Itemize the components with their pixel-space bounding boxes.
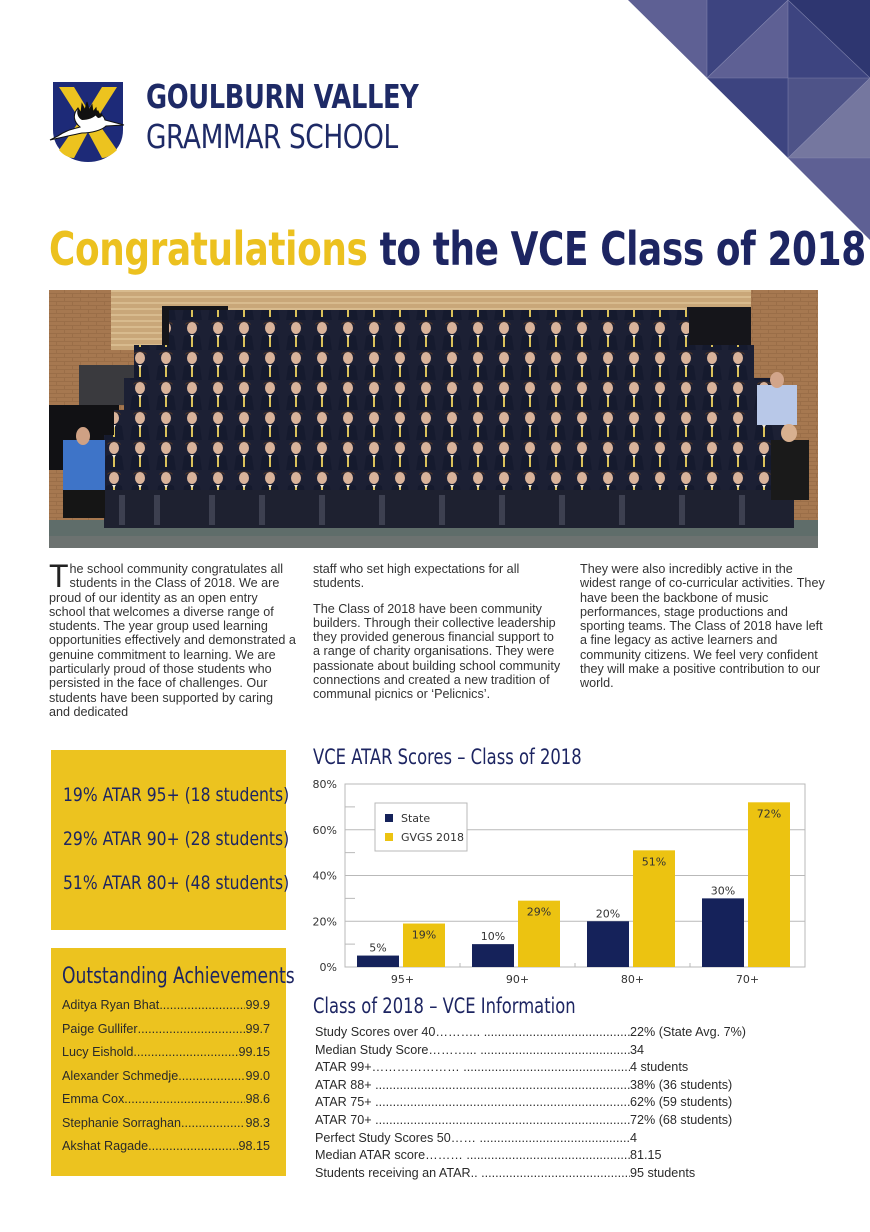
- vce-info-row: ATAR 88+ ..... 38% (36 students): [315, 1077, 765, 1095]
- school-name-line2: GRAMMAR SCHOOL: [146, 117, 398, 156]
- vce-info-row: Median Study Score………... ..... 34: [315, 1042, 765, 1060]
- vce-info-title: Class of 2018 – VCE Information: [313, 994, 576, 1018]
- school-name-line1: GOULBURN VALLEY: [146, 77, 419, 116]
- svg-text:20%: 20%: [312, 915, 337, 929]
- achievements-title: Outstanding Achievements: [62, 964, 295, 989]
- intro-column-1: [49, 558, 297, 730]
- intro-paragraph: The Class of 2018 have been community builders. Through their collective leadership they provided generous financial support to a range of charity organisations. They were passionate about building school community connections and created a new tradition of communal picnics or ‘Pelicnics’.: [313, 601, 561, 702]
- svg-text:80%: 80%: [312, 778, 337, 791]
- vce-info-row: Perfect Study Scores 50…… ..... 4: [315, 1130, 765, 1148]
- atar-summary-row: 51% ATAR 80+ (48 students): [63, 872, 290, 894]
- svg-text:20%: 20%: [595, 907, 621, 921]
- svg-text:GVGS 2018: GVGS 2018: [401, 831, 465, 844]
- headline-highlight: Congratulations: [49, 222, 368, 276]
- vce-info-row: ATAR 75+ ..... 62% (59 students): [315, 1094, 765, 1112]
- atar-summary-row: 19% ATAR 95+ (18 students): [63, 784, 290, 806]
- intro-paragraph: They were also incredibly active in the widest range of co-curricular activities. They have been the backbone of music performances, stage productions and sporting teams. The Class of 2018 have left a fine legacy as active learners and community citizens. We feel very confident they will make a positive contribution to our world.: [580, 562, 825, 691]
- svg-text:0%: 0%: [319, 961, 337, 974]
- svg-text:29%: 29%: [526, 905, 552, 919]
- svg-text:40%: 40%: [312, 869, 337, 883]
- headline-rest: to the VCE Class of 2018: [367, 222, 866, 276]
- svg-text:19%: 19%: [411, 928, 437, 942]
- svg-text:60%: 60%: [312, 823, 337, 837]
- intro-column-3: [580, 562, 830, 702]
- vce-info-list: [315, 1024, 765, 1182]
- svg-text:72%: 72%: [756, 807, 782, 821]
- intro-column-2: [313, 562, 563, 713]
- atar-bar-chart: [305, 772, 815, 992]
- svg-text:10%: 10%: [480, 930, 506, 944]
- achievement-item: Emma Cox ..... 98.6: [62, 1090, 270, 1114]
- vce-info-row: ATAR 70+ ..... 72% (68 students): [315, 1112, 765, 1130]
- achievement-item: Alexander Schmedje ..... 99.0: [62, 1067, 270, 1091]
- vce-info-row: Study Scores over 40……….. ..... 22% (State Avg. 7%): [315, 1024, 765, 1042]
- achievement-item: Paige Gullifer ..... 99.7: [62, 1020, 270, 1044]
- dropcap: T: [49, 558, 69, 594]
- achievement-item: Lucy Eishold ..... 99.15: [62, 1043, 270, 1067]
- atar-summary-row: 29% ATAR 90+ (28 students): [63, 828, 290, 850]
- svg-text:5%: 5%: [369, 941, 387, 955]
- chart-title: VCE ATAR Scores – Class of 2018: [313, 745, 582, 769]
- intro-paragraph: The school community congratulates all students in the Class of 2018. We are proud of our identity as an open entry school that welcomes a diverse range of students. The year group used learning opportunities effectively and demonstrated a genuine commitment to learning. We are particularly proud of those students who persisted in the face of challenges. Our students have been supported by caring and dedicated: [49, 558, 296, 719]
- page-headline: [49, 222, 866, 276]
- school-crest-logo-icon: [44, 80, 130, 164]
- class-group-photo: [49, 290, 818, 548]
- svg-text:70+: 70+: [735, 973, 760, 986]
- svg-text:80+: 80+: [620, 973, 645, 986]
- svg-text:90+: 90+: [505, 973, 530, 986]
- svg-text:95+: 95+: [390, 973, 415, 986]
- achievement-item: Stephanie Sorraghan ..... 98.3: [62, 1114, 270, 1138]
- school-name: [146, 78, 495, 156]
- intro-paragraph: staff who set high expectations for all students.: [313, 562, 520, 591]
- achievement-item: Akshat Ragade ..... 98.15: [62, 1137, 270, 1161]
- vce-info-row: ATAR 99+………………… ..... 4 students: [315, 1059, 765, 1077]
- outstanding-achievements-box: [51, 948, 295, 1176]
- atar-summary-box: [51, 750, 290, 930]
- svg-text:30%: 30%: [710, 884, 736, 898]
- achievement-item: Aditya Ryan Bhat ..... 99.9: [62, 996, 270, 1020]
- vce-info-row: Students receiving an ATAR.. ..... 95 students: [315, 1165, 765, 1183]
- vce-info-row: Median ATAR score……… ..... 81.15: [315, 1147, 765, 1165]
- svg-text:51%: 51%: [641, 855, 667, 869]
- svg-text:State: State: [401, 812, 431, 825]
